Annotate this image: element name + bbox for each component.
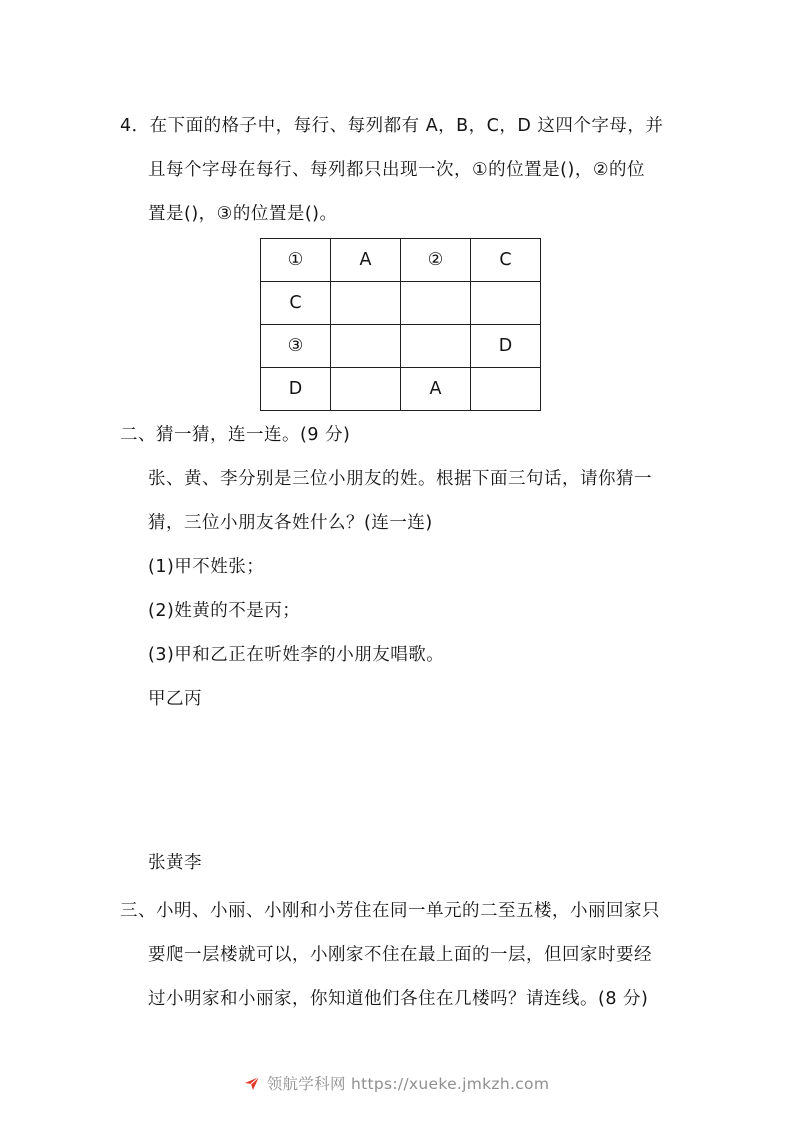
grid-cell: ③ — [261, 325, 331, 368]
grid-cell: D — [261, 368, 331, 411]
connect-lines-blank-area — [120, 721, 688, 841]
grid-cell — [331, 282, 401, 325]
grid-cell — [471, 368, 541, 411]
footer-site-text: 领航学科网 https://xueke.jmkzh.com — [266, 1075, 550, 1093]
worksheet-content — [120, 104, 688, 1021]
question-4-line-1: 4．在下面的格子中，每行、每列都有 A，B，C，D 这四个字母，并 — [120, 116, 664, 136]
section-2-heading: 二、猜一猜，连一连。(9 分) — [120, 425, 351, 445]
grid-cell: ① — [261, 239, 331, 282]
xueke-logo-icon — [244, 1075, 260, 1091]
section-2-clue-1: (1)甲不姓张； — [148, 557, 265, 577]
grid-cell — [331, 368, 401, 411]
section-3-line-1: 三、小明、小丽、小刚和小芳住在同一单元的二至五楼，小丽回家只 — [120, 901, 660, 921]
question-4-line-2: 且每个字母在每行、每列都只出现一次，①的位置是()，②的位 — [148, 160, 646, 180]
grid-cell: D — [471, 325, 541, 368]
section-2-clue-2: (2)姓黄的不是丙； — [148, 601, 301, 621]
letter-grid-table — [260, 238, 541, 411]
section-3-line-3: 过小明家和小丽家，你知道他们各住在几楼吗？请连线。(8 分) — [148, 989, 649, 1009]
grid-row-1 — [261, 239, 541, 282]
section-2-names-bottom: 张黄李 — [148, 853, 202, 873]
grid-row-3 — [261, 325, 541, 368]
grid-cell: A — [331, 239, 401, 282]
grid-cell — [331, 325, 401, 368]
grid-cell — [401, 282, 471, 325]
letter-grid-wrapper — [260, 238, 688, 411]
grid-row-2 — [261, 282, 541, 325]
section-2-names-top: 甲乙丙 — [148, 689, 202, 709]
section-2 — [120, 413, 688, 885]
grid-cell: C — [261, 282, 331, 325]
grid-cell — [401, 325, 471, 368]
section-3-line-2: 要爬一层楼就可以，小刚家不住在最上面的一层，但回家时要经 — [148, 945, 652, 965]
footer-watermark — [0, 1072, 793, 1094]
question-4-line-3: 置是()，③的位置是()。 — [148, 204, 338, 224]
grid-cell: ② — [401, 239, 471, 282]
grid-cell — [471, 282, 541, 325]
section-2-intro-line-2: 猜，三位小朋友各姓什么？(连一连) — [148, 513, 433, 533]
section-3 — [120, 889, 688, 1021]
grid-row-4 — [261, 368, 541, 411]
grid-cell: A — [401, 368, 471, 411]
section-2-intro-line-1: 张、黄、李分别是三位小朋友的姓。根据下面三句话，请你猜一 — [148, 469, 652, 489]
question-4 — [120, 104, 688, 236]
grid-cell: C — [471, 239, 541, 282]
section-2-clue-3: (3)甲和乙正在听姓李的小朋友唱歌。 — [148, 645, 445, 665]
